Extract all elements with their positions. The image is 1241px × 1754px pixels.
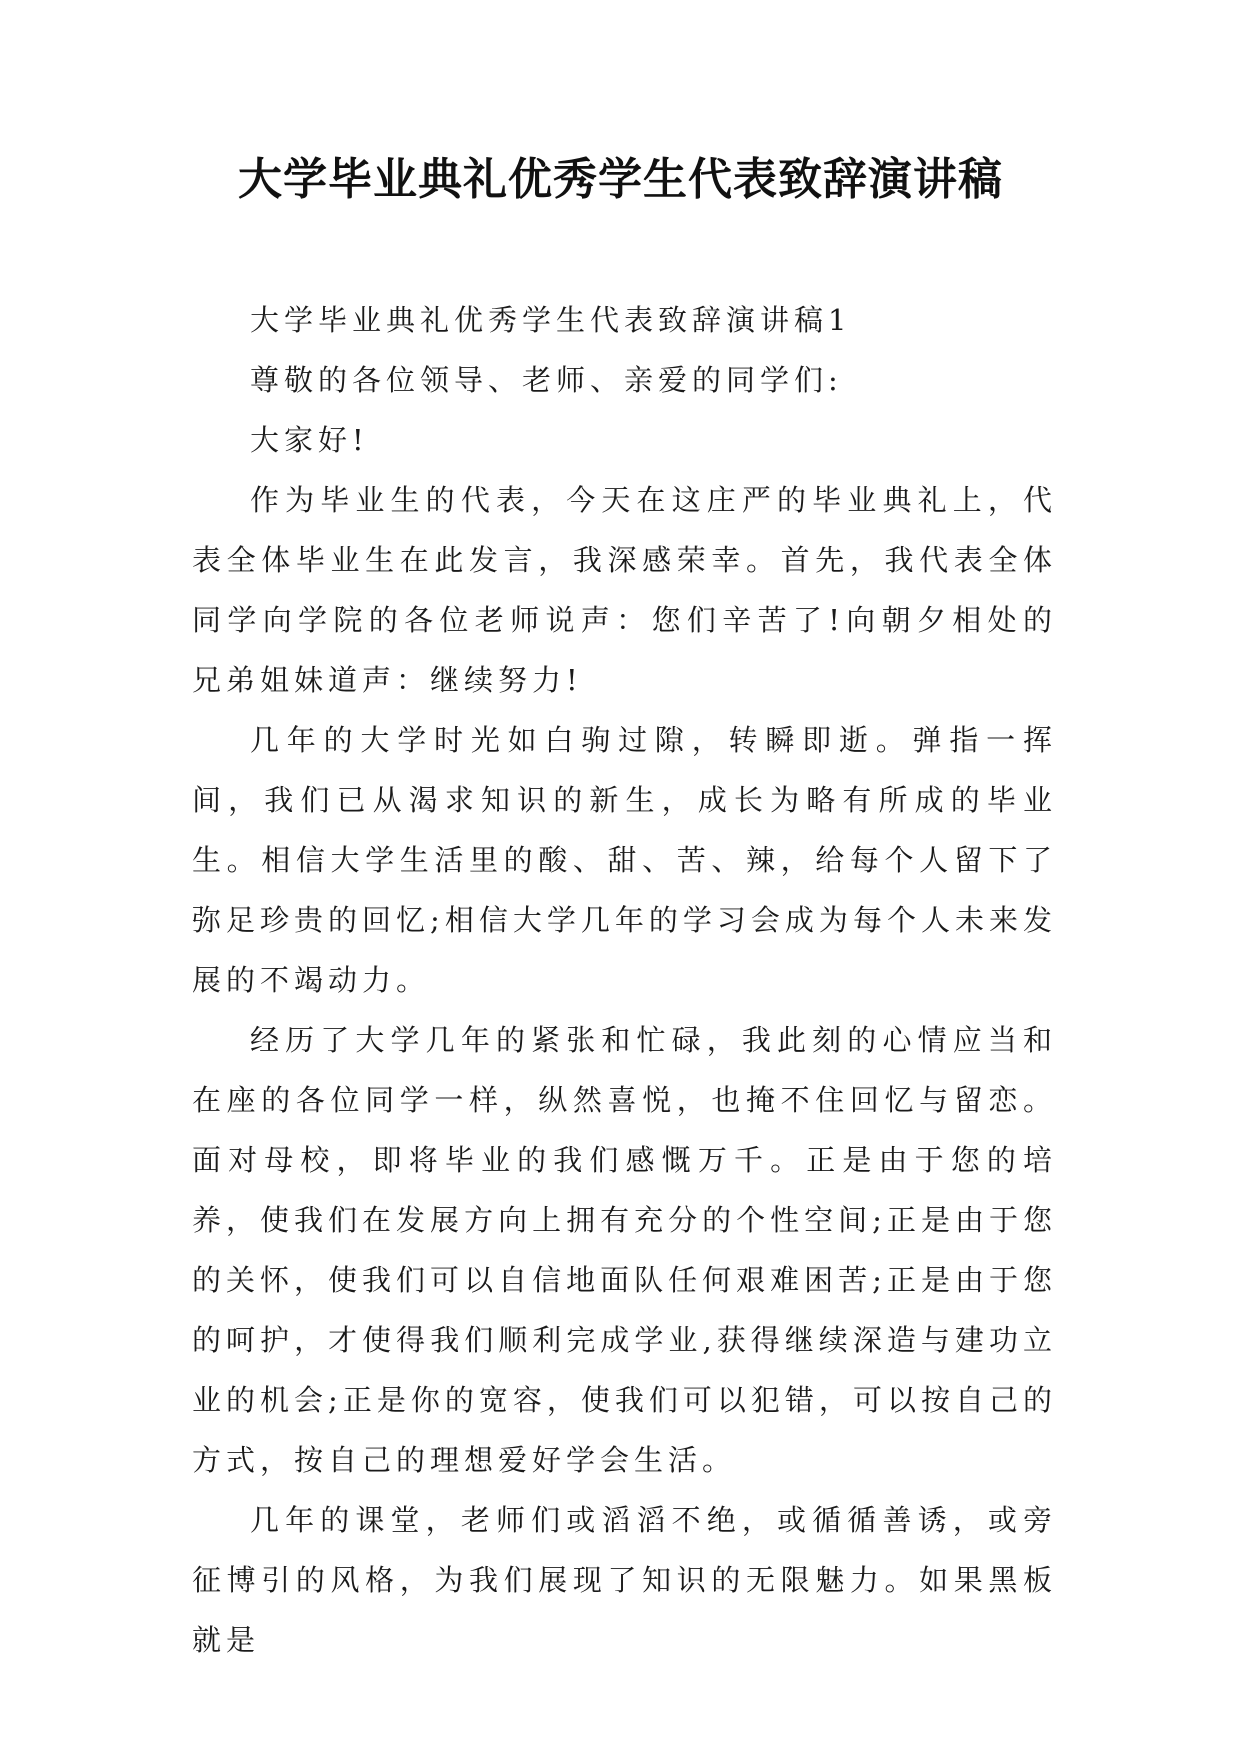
paragraph-salutation: 尊敬的各位领导、老师、亲爱的同学们:	[250, 363, 843, 397]
paragraph: 几年的课堂，老师们或滔滔不绝，或循循善诱，或旁征博引的风格，为我们展现了知识的无限魅力。如果黑板就是	[192, 1503, 1057, 1657]
paragraph-subtitle: 大学毕业典礼优秀学生代表致辞演讲稿1	[250, 303, 852, 337]
document-title: 大学毕业典礼优秀学生代表致辞演讲稿	[238, 154, 1003, 205]
document-body	[192, 290, 1057, 1670]
paragraph: 经历了大学几年的紧张和忙碌，我此刻的心情应当和在座的各位同学一样，纵然喜悦，也掩不住回忆与留恋。面对母校，即将毕业的我们感慨万千。正是由于您的培养，使我们在发展方向上拥有充分的个性空间;正是由于您的关怀，使我们可以自信地面队任何艰难困苦;正是由于您的呵护，才使得我们顺利完成学业,获得继续深造与建功立业的机会;正是你的宽容，使我们可以犯错，可以按自己的方式，按自己的理想爱好学会生活。	[192, 1023, 1057, 1477]
paragraph: 作为毕业生的代表，今天在这庄严的毕业典礼上，代表全体毕业生在此发言，我深感荣幸。首先，我代表全体同学向学院的各位老师说声：您们辛苦了!向朝夕相处的兄弟姐妹道声：继续努力!	[192, 483, 1057, 697]
paragraph: 几年的大学时光如白驹过隙，转瞬即逝。弹指一挥间，我们已从渴求知识的新生，成长为略有所成的毕业生。相信大学生活里的酸、甜、苦、辣，给每个人留下了弥足珍贵的回忆;相信大学几年的学习会成为每个人未来发展的不竭动力。	[192, 723, 1057, 997]
paragraph-greeting: 大家好!	[250, 423, 369, 457]
